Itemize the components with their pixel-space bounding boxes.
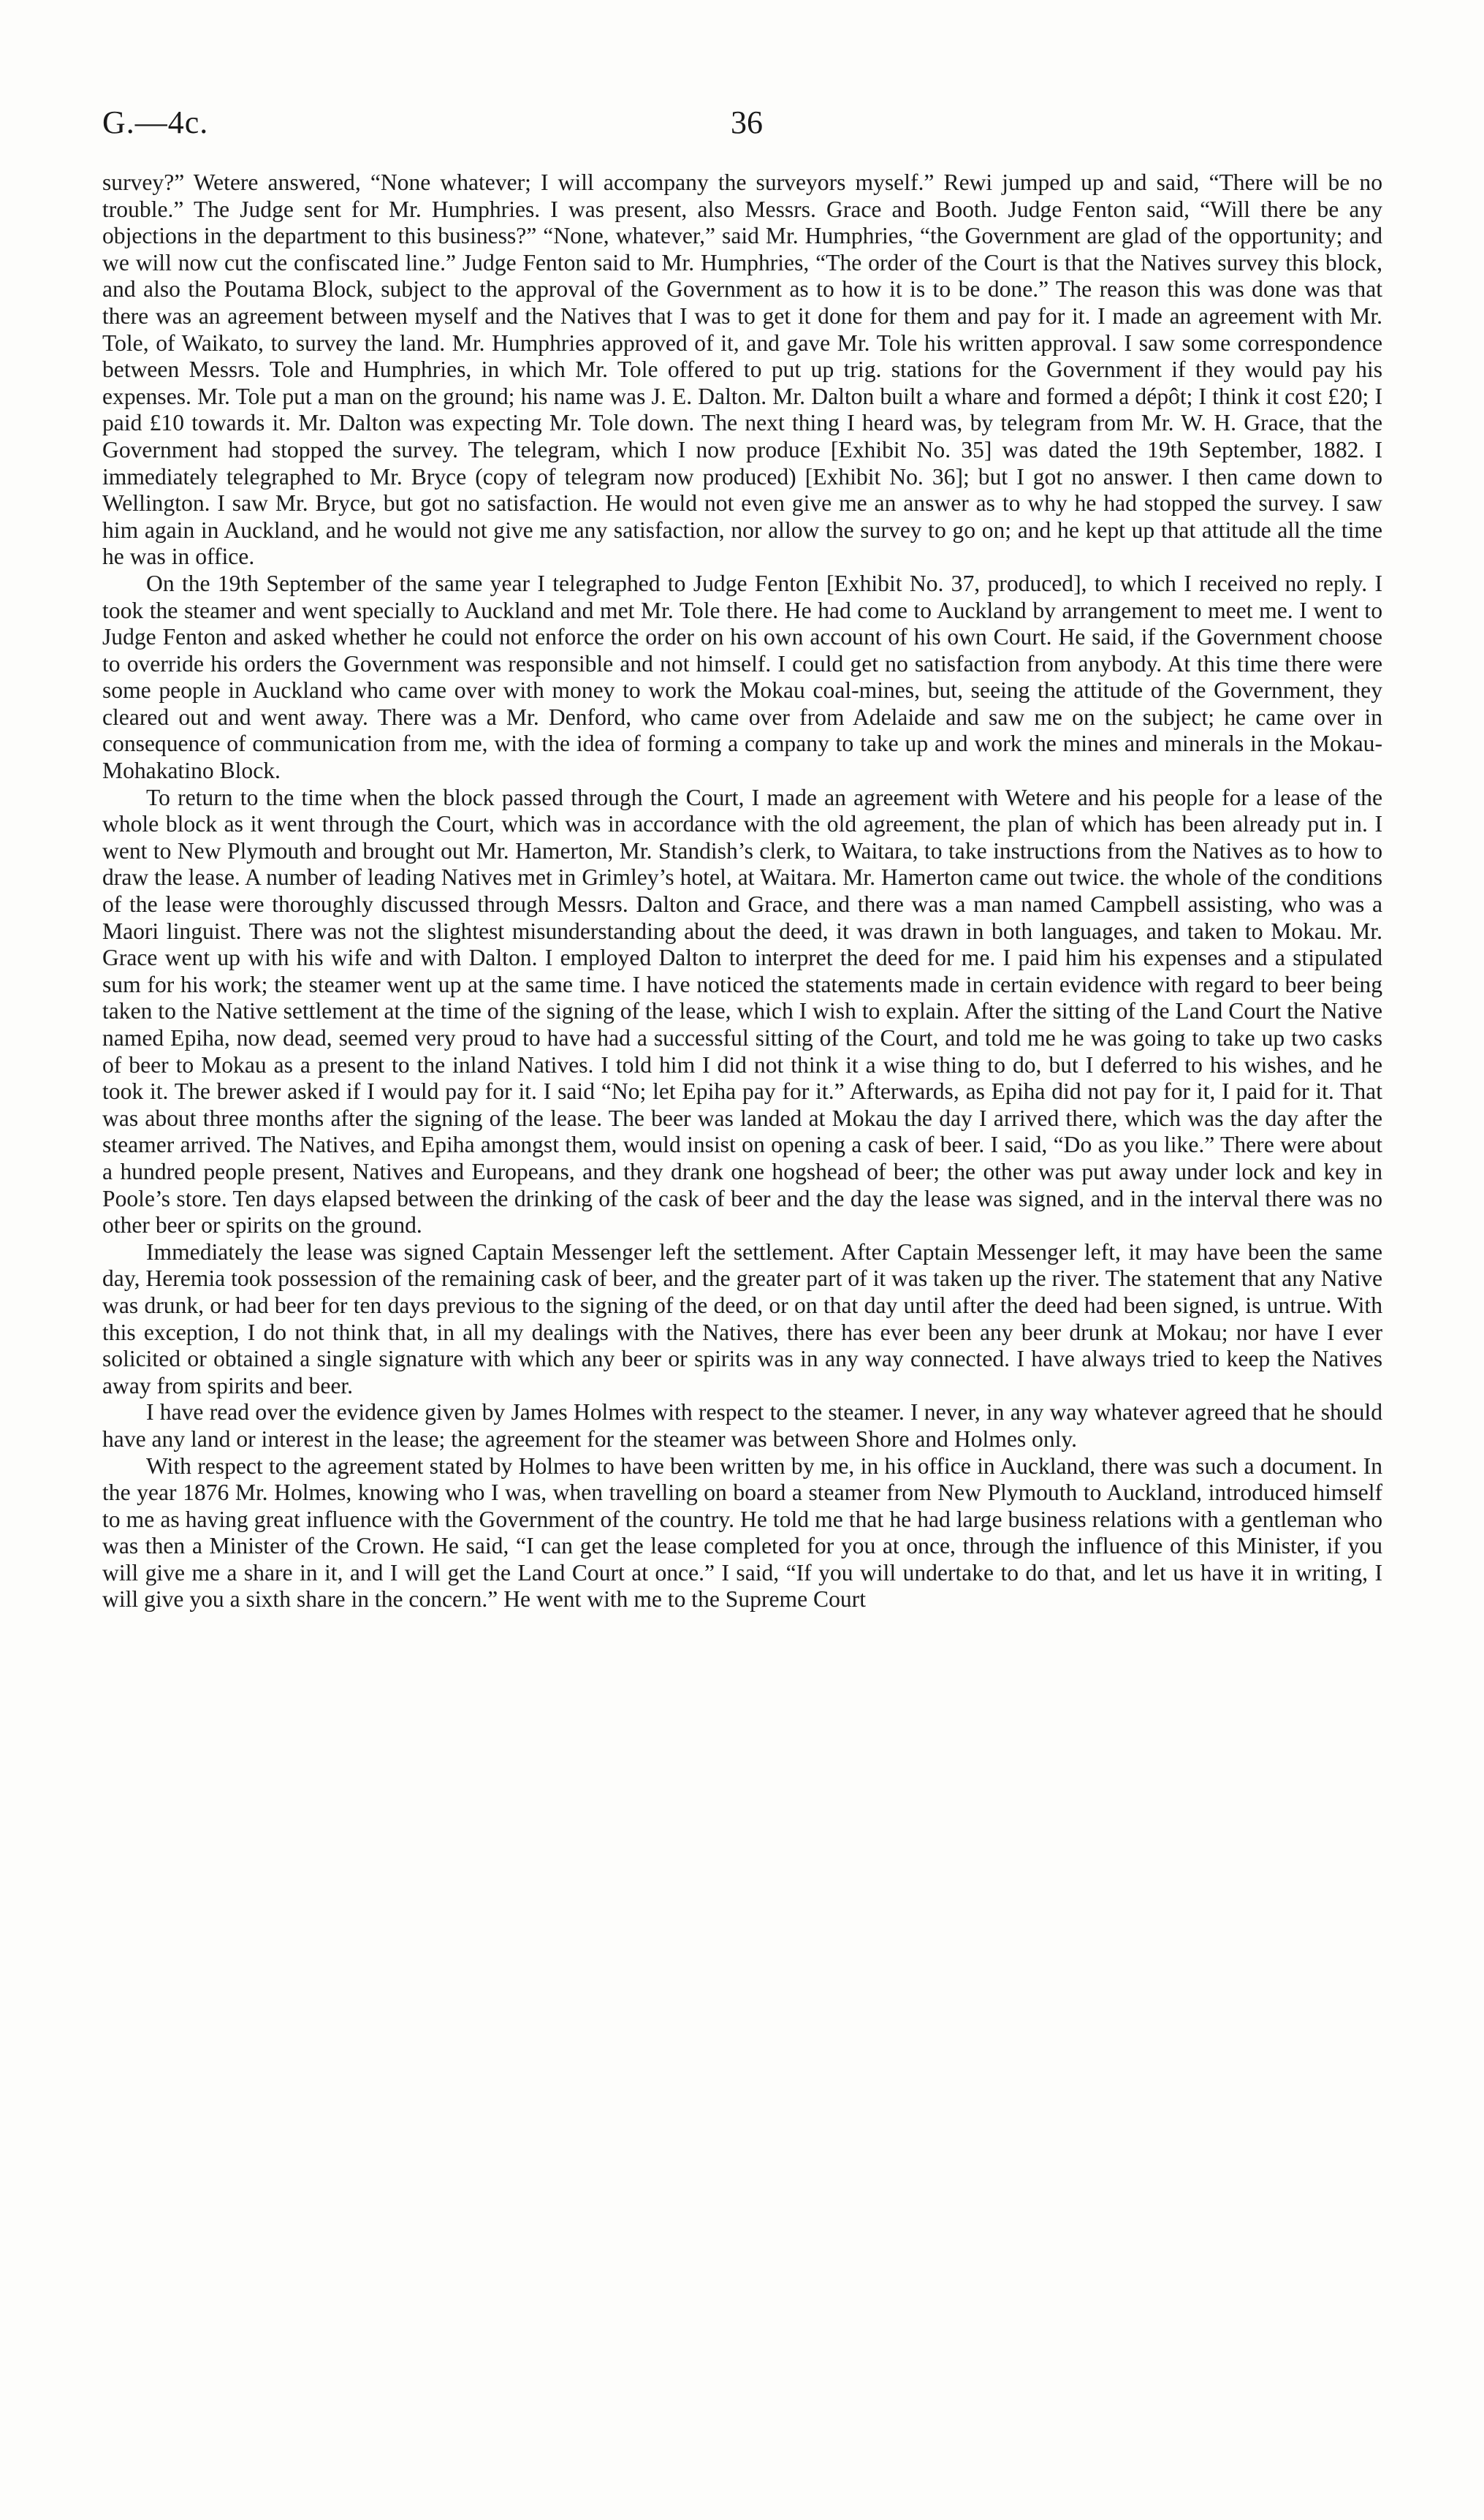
document-reference: G.—4c. <box>102 104 209 140</box>
paragraph: Immediately the lease was signed Captain Messenger left the settlement. After Captain Messenger left, it may have been the same day, Heremia took possession of the remaining cask of beer, and the greater part of it was taken up the river. The statement that any Native was drunk, or had beer for ten days previous to the signing of the deed, or on that day until after the deed had been signed, is untrue. With this exception, I do not think that, in all my dealings with the Natives, there has ever been any beer drunk at Mokau; nor have I ever solicited or obtained a single signature with which any beer or spirits was in any way connected. I have always tried to keep the Natives away from spirits and beer. <box>102 1238 1382 1398</box>
page-number: 36 <box>731 104 763 140</box>
page-header <box>102 104 1381 148</box>
paragraph: On the 19th September of the same year I telegraphed to Judge Fenton [Exhibit No. 37, produced], to which I received no reply. I took the steamer and went specially to Auckland and met Mr. Tole there. He had come to Auckland by arrangement to meet me. I went to Judge Fenton and asked whether he could not enforce the order on his own account of his own Court. He said, if the Government choose to override his orders the Government was responsible and not himself. I could get no satisfaction from anybody. At this time there were some people in Auckland who came over with money to work the Mokau coal-mines, but, seeing the attitude of the Government, they cleared out and went away. There was a Mr. Denford, who came over from Adelaide and saw me on the subject; he came over in consequence of communication from me, with the idea of forming a company to take up and work the mines and minerals in the Mokau-Mohakatino Block. <box>102 570 1382 784</box>
paragraph: survey?” Wetere answered, “None whatever; I will accompany the surveyors myself.” Rewi jumped up and said, “There will be no trouble.” The Judge sent for Mr. Humphries. I was present, also Messrs. Grace and Booth. Judge Fenton said, “Will there be any objections in the department to this business?” “None, whatever,” said Mr. Humphries, “the Government are glad of the opportunity; and we will now cut the confiscated line.” Judge Fenton said to Mr. Humphries, “The order of the Court is that the Natives survey this block, and also the Poutama Block, subject to the approval of the Government as to how it is to be done.” The reason this was done was that there was an agreement between myself and the Natives that I was to get it done for them and pay for it. I made an agreement with Mr. Tole, of Waikato, to survey the land. Mr. Humphries approved of it, and gave Mr. Tole his written approval. I saw some correspondence between Messrs. Tole and Humphries, in which Mr. Tole offered to put up trig. stations for the Government if they would pay his expenses. Mr. Tole put a man on the ground; his name was J. E. Dalton. Mr. Dalton built a whare and formed a dépôt; I think it cost £20; I paid £10 towards it. Mr. Dalton was expecting Mr. Tole down. The next thing I heard was, by telegram from Mr. W. H. Grace, that the Government had stopped the survey. The telegram, which I now produce [Exhibit No. 35] was dated the 19th September, 1882. I immediately telegraphed to Mr. Bryce (copy of telegram now produced) [Exhibit No. 36]; but I got no answer. I then came down to Wellington. I saw Mr. Bryce, but got no satisfaction. He would not even give me an answer as to why he had stopped the survey. I saw him again in Auckland, and he would not give me any satisfaction, nor allow the survey to go on; and he kept up that attitude all the time he was in office. <box>102 170 1382 570</box>
paragraph: I have read over the evidence given by James Holmes with respect to the steamer. I never, in any way whatever agreed that he should have any land or interest in the lease; the agreement for the steamer was between Shore and Holmes only. <box>102 1399 1382 1452</box>
body-text <box>102 170 1382 1613</box>
paragraph: To return to the time when the block passed through the Court, I made an agreement with Wetere and his people for a lease of the whole block as it went through the Court, which was in accordance with the old agreement, the plan of which has been already put in. I went to New Plymouth and brought out Mr. Hamerton, Mr. Standish’s clerk, to Waitara, to take instructions from the Natives as to how to draw the lease. A number of leading Natives met in Grimley’s hotel, at Waitara. Mr. Hamerton came out twice. the whole of the conditions of the lease were thoroughly discussed through Messrs. Dalton and Grace, and there was a man named Campbell assisting, who was a Maori linguist. There was not the slightest misunderstanding about the deed, it was drawn in both languages, and taken to Mokau. Mr. Grace went up with his wife and with Dalton. I employed Dalton to interpret the deed for me. I paid him his expenses and a stipulated sum for his work; the steamer went up at the same time. I have noticed the statements made in certain evidence with regard to beer being taken to the Native settlement at the time of the signing of the lease, which I wish to explain. After the sitting of the Land Court the Native named Epiha, now dead, seemed very proud to have had a successful sitting of the Court, and told me he was going to take up two casks of beer to Mokau as a present to the inland Natives. I told him I did not think it a wise thing to do, but I deferred to his wishes, and he took it. The brewer asked if I would pay for it. I said “No; let Epiha pay for it.” Afterwards, as Epiha did not pay for it, I paid for it. That was about three months after the signing of the lease. The beer was landed at Mokau the day I arrived there, which was the day after the steamer arrived. The Natives, and Epiha amongst them, would insist on opening a cask of beer. I said, “Do as you like.” There were about a hundred people present, Natives and Europeans, and they drank one hogshead of beer; the other was put away under lock and key in Poole’s store. Ten days elapsed between the drinking of the cask of beer and the day the lease was signed, and in the interval there was no other beer or spirits on the ground. <box>102 784 1382 1238</box>
paragraph: With respect to the agreement stated by Holmes to have been written by me, in his office in Auckland, there was such a document. In the year 1876 Mr. Holmes, knowing who I was, when travelling on board a steamer from New Plymouth to Auckland, introduced himself to me as having great influence with the Government of the country. He told me that he had large business relations with a gentleman who was then a Minister of the Crown. He said, “I can get the lease completed for you at once, through the influence of this Minister, if you will give me a share in it, and I will get the Land Court at once.” I said, “If you will undertake to do that, and let us have it in writing, I will give you a sixth share in the concern.” He went with me to the Supreme Court <box>102 1453 1382 1613</box>
